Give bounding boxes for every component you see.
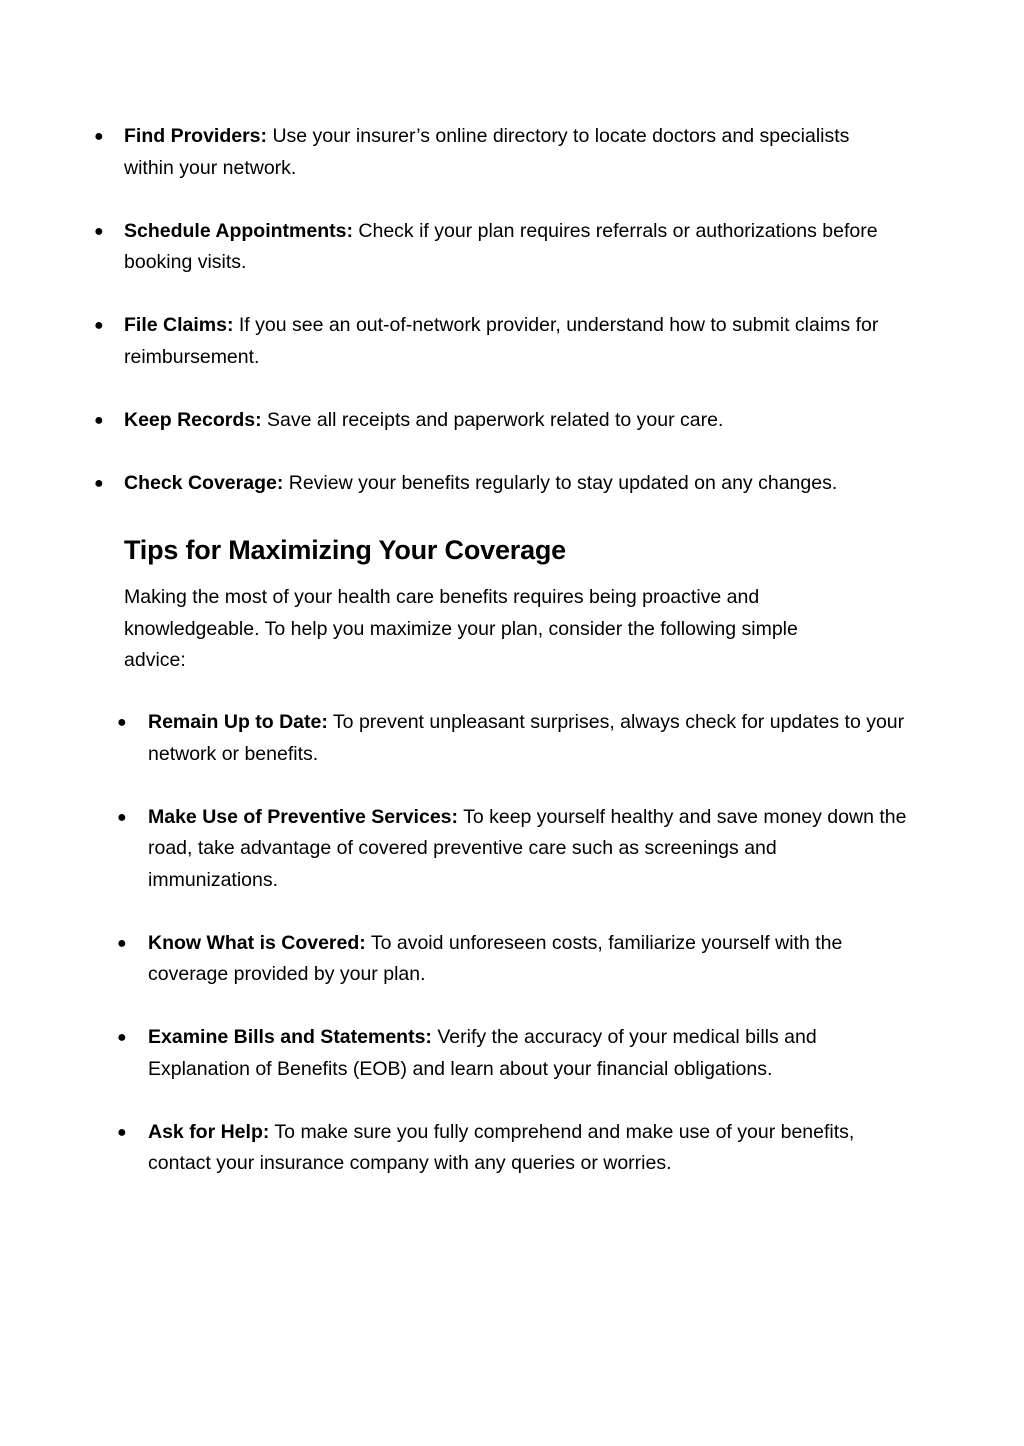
bullet-icon: ● (94, 317, 104, 334)
list-item-text: Use your insurer’s online directory to locate doctors and specialists within your network. (124, 125, 850, 179)
list-item (117, 1022, 908, 1085)
list-item-term: Ask for Help: (148, 1120, 270, 1143)
list-item-term: Remain Up to Date: (148, 711, 328, 733)
bullet-icon: ● (117, 1123, 127, 1141)
list-item-text: To prevent unpleasant surprises, always check for updates to your network or benefits. (148, 711, 905, 765)
list-item (94, 468, 904, 500)
list-item (94, 216, 904, 279)
list-item-text: If you see an out-of-network provider, understand how to submit claims for reimbursement. (124, 314, 879, 368)
section-heading: Tips for Maximizing Your Coverage (124, 535, 566, 565)
list-item-text: Review your benefits regularly to stay updated on any changes. (283, 471, 838, 494)
list-item-text: To avoid unforeseen costs, familiarize yourself with the coverage provided by your plan. (148, 931, 843, 985)
section-intro: Making the most of your health care benefits requires being proactive and knowledgeable. To help you maximize your plan, consider the following simple advice: (124, 586, 798, 671)
bullet-icon: ● (117, 934, 127, 952)
list-item-term: Make Use of Preventive Services: (148, 805, 459, 828)
bullet-icon: ● (117, 714, 127, 731)
list-item-text: To keep yourself healthy and save money down the road, take advantage of covered preventive care such as screenings and immunizations. (148, 805, 907, 891)
list-item (117, 1117, 908, 1180)
list-item (94, 121, 904, 184)
list-item (94, 405, 904, 437)
list-item-term: Examine Bills and Statements: (148, 1026, 432, 1048)
bullet-icon: ● (94, 222, 104, 240)
bullet-icon: ● (117, 1029, 127, 1046)
list-item-text: To make sure you fully comprehend and make use of your benefits, contact your insurance company with any queries or worries. (148, 1120, 855, 1174)
list-item-term: Find Providers: (124, 125, 268, 147)
bullet-list-tips (117, 707, 908, 1211)
list-item-term: Know What is Covered: (148, 931, 366, 954)
bullet-icon: ● (94, 474, 104, 492)
bullet-icon: ● (94, 128, 104, 145)
bullet-icon: ● (117, 808, 127, 826)
bullet-list-getting-care (94, 121, 904, 531)
list-item (117, 802, 908, 897)
list-item (117, 928, 908, 991)
list-item (117, 707, 908, 770)
list-item-text: Verify the accuracy of your medical bills and Explanation of Benefits (EOB) and learn about your financial obligations. (148, 1026, 817, 1080)
list-item-text: Save all receipts and paperwork related to your care. (261, 408, 724, 431)
list-item-term: Keep Records: (124, 408, 262, 431)
list-item-text: Check if your plan requires referrals or authorizations before booking visits. (124, 219, 878, 273)
list-item (94, 310, 904, 373)
list-item-term: Check Coverage: (124, 471, 284, 494)
bullet-icon: ● (94, 411, 104, 429)
list-item-term: Schedule Appointments: (124, 219, 353, 242)
list-item-term: File Claims: (124, 314, 234, 336)
